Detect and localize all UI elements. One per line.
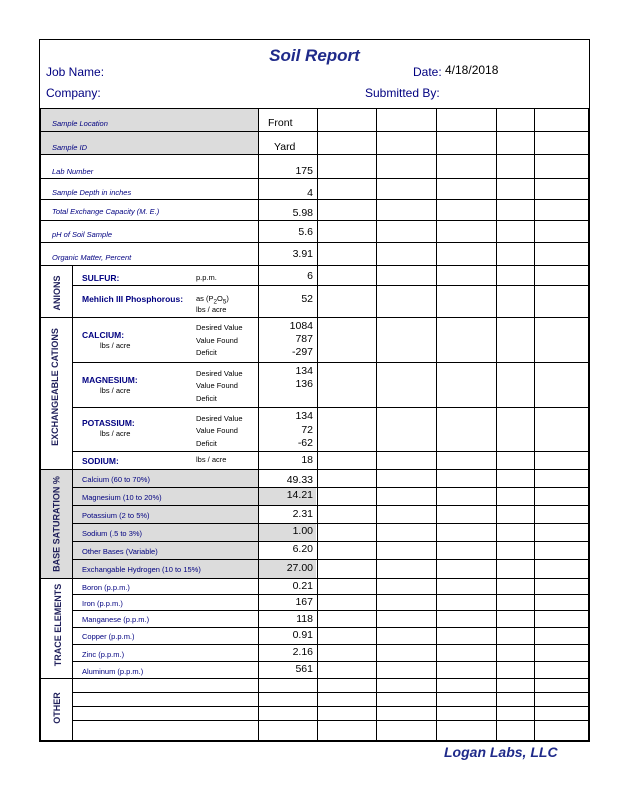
row-divider: [72, 692, 589, 693]
row-divider: [40, 131, 589, 132]
bs-magnesium-label: Magnesium (10 to 20%): [82, 493, 162, 502]
calcium-desired-label: Desired Value: [196, 323, 243, 332]
row-divider: [40, 265, 589, 266]
ph-label: pH of Soil Sample: [52, 230, 113, 239]
sodium-label: SODIUM:: [82, 456, 119, 466]
calcium-unit: lbs / acre: [100, 341, 131, 350]
trace-elements-section-label: TRACE ELEMENTS: [53, 583, 63, 667]
potassium-found-label: Value Found: [196, 426, 238, 435]
bs-hydrogen-label: Exchangable Hydrogen (10 to 15%): [82, 565, 201, 574]
magnesium-found-value: 136: [295, 378, 313, 390]
magnesium-unit: lbs / acre: [100, 386, 131, 395]
date-label: Date:: [413, 65, 442, 79]
boron-value: 0.21: [292, 580, 313, 592]
company-footer: Logan Labs, LLC: [444, 744, 558, 760]
sample-depth-label: Sample Depth in inches: [52, 188, 132, 197]
phosphorous-label: Mehlich III Phosphorous:: [82, 294, 184, 304]
lab-number-label: Lab Number: [52, 167, 94, 176]
row-divider: [72, 644, 589, 645]
row-divider: [72, 541, 589, 542]
row-divider: [72, 362, 589, 363]
tec-label: Total Exchange Capacity (M. E.): [52, 207, 160, 216]
bs-other-bases-label: Other Bases (Variable): [82, 547, 158, 556]
sample-id-label: Sample ID: [52, 143, 88, 152]
row-divider: [40, 242, 589, 243]
sample-depth-value: 4: [307, 187, 313, 199]
job-name-label: Job Name:: [46, 65, 105, 79]
bs-hydrogen-value: 27.00: [286, 562, 313, 574]
phosphorous-value: 52: [301, 293, 313, 305]
manganese-value: 118: [296, 613, 313, 625]
cations-section-label: EXCHANGEABLE CATIONS: [50, 328, 60, 446]
report-title: Soil Report: [269, 46, 360, 65]
col-line: [376, 108, 377, 741]
sodium-unit: lbs / acre: [196, 455, 227, 464]
magnesium-deficit-label: Deficit: [196, 394, 217, 403]
sample-location-label: Sample Location: [52, 119, 108, 128]
copper-value: 0.91: [292, 629, 313, 641]
company-label: Company:: [46, 86, 101, 100]
phosphorous-unit: as $(P_2O_5)$: [196, 294, 229, 306]
potassium-desired-label: Desired Value: [196, 414, 243, 423]
bs-magnesium-value: 14.21: [286, 489, 313, 501]
calcium-desired-value: 1084: [289, 320, 313, 332]
row-divider: [72, 505, 589, 506]
magnesium-desired-label: Desired Value: [196, 369, 243, 378]
row-divider: [72, 285, 589, 286]
sulfur-unit: p.p.m.: [196, 273, 217, 282]
sodium-value: 18: [301, 454, 313, 466]
manganese-label: Manganese (p.p.m.): [82, 615, 150, 624]
organic-matter-value: 3.91: [292, 248, 313, 260]
row-divider: [72, 407, 589, 408]
magnesium-desired-value: 134: [295, 365, 313, 377]
bs-potassium-label: Potassium (2 to 5%): [82, 511, 150, 520]
bs-calcium-value: 49.33: [286, 474, 313, 486]
row-divider: [72, 706, 589, 707]
potassium-deficit-value: -62: [297, 437, 313, 449]
section-divider: [40, 678, 589, 679]
bs-other-bases-value: 6.20: [292, 543, 313, 555]
col-line: [496, 108, 497, 741]
tec-value: 5.98: [292, 207, 313, 219]
row-divider: [72, 487, 589, 488]
sample-id-value: Yard: [274, 141, 296, 153]
sulfur-value: 6: [307, 270, 313, 282]
row-divider: [40, 199, 589, 200]
iron-label: Iron (p.p.m.): [82, 599, 123, 608]
row-divider: [72, 720, 589, 721]
bs-calcium-label: Calcium (60 to 70%): [82, 475, 150, 484]
row-divider: [40, 220, 589, 221]
date-value: 4/18/2018: [445, 63, 499, 77]
calcium-deficit-label: Deficit: [196, 348, 217, 357]
phosphorous-unit-2: lbs / acre: [196, 305, 227, 314]
calcium-label: CALCIUM:: [82, 330, 125, 340]
potassium-deficit-label: Deficit: [196, 439, 217, 448]
other-section-label: OTHER: [52, 692, 62, 724]
row-divider: [72, 594, 589, 595]
organic-matter-label: Organic Matter, Percent: [52, 253, 132, 262]
bs-sodium-label: Sodium (.5 to 3%): [82, 529, 143, 538]
row-divider: [72, 523, 589, 524]
magnesium-found-label: Value Found: [196, 381, 238, 390]
bs-potassium-value: 2.31: [292, 508, 313, 520]
results-table: [40, 108, 589, 741]
base-saturation-section-label: BASE SATURATION %: [51, 476, 62, 572]
section-divider: [40, 578, 589, 579]
potassium-unit: lbs / acre: [100, 429, 131, 438]
sample-location-value: Front: [268, 117, 293, 129]
potassium-found-value: 72: [301, 424, 313, 436]
row-divider: [72, 610, 589, 611]
col-line: [436, 108, 437, 741]
calcium-found-value: 787: [295, 333, 313, 345]
potassium-desired-value: 134: [295, 410, 313, 422]
row-divider: [72, 627, 589, 628]
anions-section-label: ANIONS: [52, 275, 62, 311]
calcium-deficit-value: -297: [291, 346, 313, 358]
sulfur-label: SULFUR:: [82, 273, 120, 283]
boron-label: Boron (p.p.m.): [82, 583, 130, 592]
row-divider: [72, 661, 589, 662]
iron-value: 167: [295, 596, 313, 608]
row-divider: [40, 178, 589, 179]
ph-value: 5.6: [298, 226, 313, 238]
magnesium-label: MAGNESIUM:: [82, 375, 138, 385]
col-line: [534, 108, 535, 741]
copper-label: Copper (p.p.m.): [82, 632, 135, 641]
zinc-value: 2.16: [292, 646, 313, 658]
zinc-label: Zinc (p.p.m.): [82, 650, 125, 659]
calcium-found-label: Value Found: [196, 336, 238, 345]
col-line: [317, 108, 318, 741]
potassium-label: POTASSIUM:: [82, 418, 135, 428]
aluminum-label: Aluminum (p.p.m.): [82, 667, 144, 676]
row-divider: [72, 559, 589, 560]
row-divider: [40, 154, 589, 155]
bs-sodium-value: 1.00: [292, 525, 313, 537]
section-divider: [40, 317, 589, 318]
aluminum-value: 561: [295, 663, 313, 675]
submitted-by-label: Submitted By:: [365, 86, 440, 100]
row-divider: [72, 451, 589, 452]
lab-number-value: 175: [295, 165, 313, 177]
